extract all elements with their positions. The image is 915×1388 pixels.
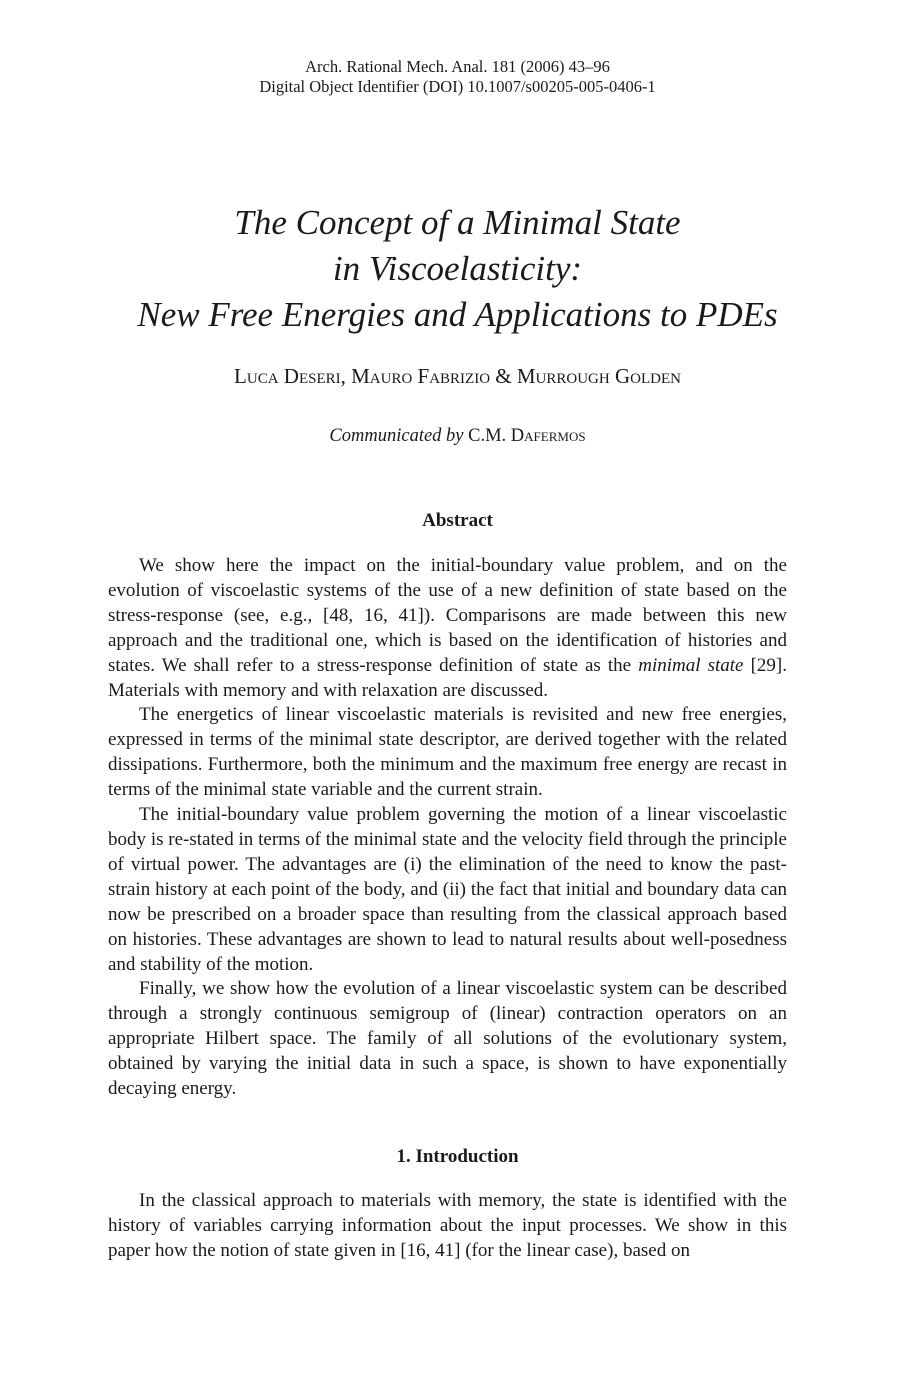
author-list: Luca Deseri, Mauro Fabrizio & Murrough Golden [234,364,681,388]
abstract-heading: Abstract [422,510,493,531]
abstract-paragraph-3: The initial-boundary value problem governing the motion of a linear viscoelastic body is re-stated in terms of the minimal state and the velocity field through the principle of virtual power. The advantages are (i) the elimination of the need to know the past-strain history at each point of the body, and (ii) the fact that initial and boundary data can now be prescribed on a broader space than resulting from the classical approach based on histories. These advantages are shown to lead to natural results about well-posedness and stability of the motion. [108,804,787,975]
title-line-3: New Free Energies and Applications to PDEs [137,295,778,334]
abstract-paragraph-1: We show here the impact on the initial-boundary value problem, and on the evolution of viscoelastic systems of the use of a new definition of state based on the stress-response (see, e.g., [48, 16, 41]). Comparisons are made between this new approach and the traditional one, which is based on the identification of histories and states. We shall refer to a stress-response definition of state as the minimal state [29]. Materials with memory and with relaxation are discussed. [108,555,787,701]
abstract-body [108,554,787,1102]
communicated-prefix: Communicated by [329,426,464,446]
emphasis-minimal-state: minimal state [638,654,744,676]
journal-header [0,57,915,97]
introduction-body [108,1189,787,1264]
abstract-paragraph-2: The energetics of linear viscoelastic materials is revisited and new free energies, expressed in terms of the minimal state descriptor, are derived together with the related dissipations. Furthermore, both the minimum and the maximum free energy are recast in terms of the minimal state variable and the current strain. [108,704,787,801]
abstract-paragraph-4: Finally, we show how the evolution of a linear viscoelastic system can be described through a strongly continuous semigroup of (linear) contraction operators on an appropriate Hilbert space. The family of all solutions of the evolutionary system, obtained by varying the initial data in such a space, is shown to have exponentially decaying energy. [108,978,787,1100]
paper-title [0,200,915,338]
introduction-heading: 1. Introduction [396,1146,519,1167]
communicating-editor: C.M. Dafermos [468,426,586,446]
title-line-1: The Concept of a Minimal State [234,203,681,242]
introduction-paragraph-1: In the classical approach to materials with memory, the state is identified with the history of variables carrying information about the input processes. We show in this paper how the notion of state given in [16, 41] (for the linear case), based on [108,1190,787,1261]
journal-citation: Arch. Rational Mech. Anal. 181 (2006) 43–96 [305,57,610,76]
title-line-2: in Viscoelasticity: [332,249,583,288]
communicated-by [0,426,915,447]
doi-line: Digital Object Identifier (DOI) 10.1007/s00205-005-0406-1 [259,77,656,96]
